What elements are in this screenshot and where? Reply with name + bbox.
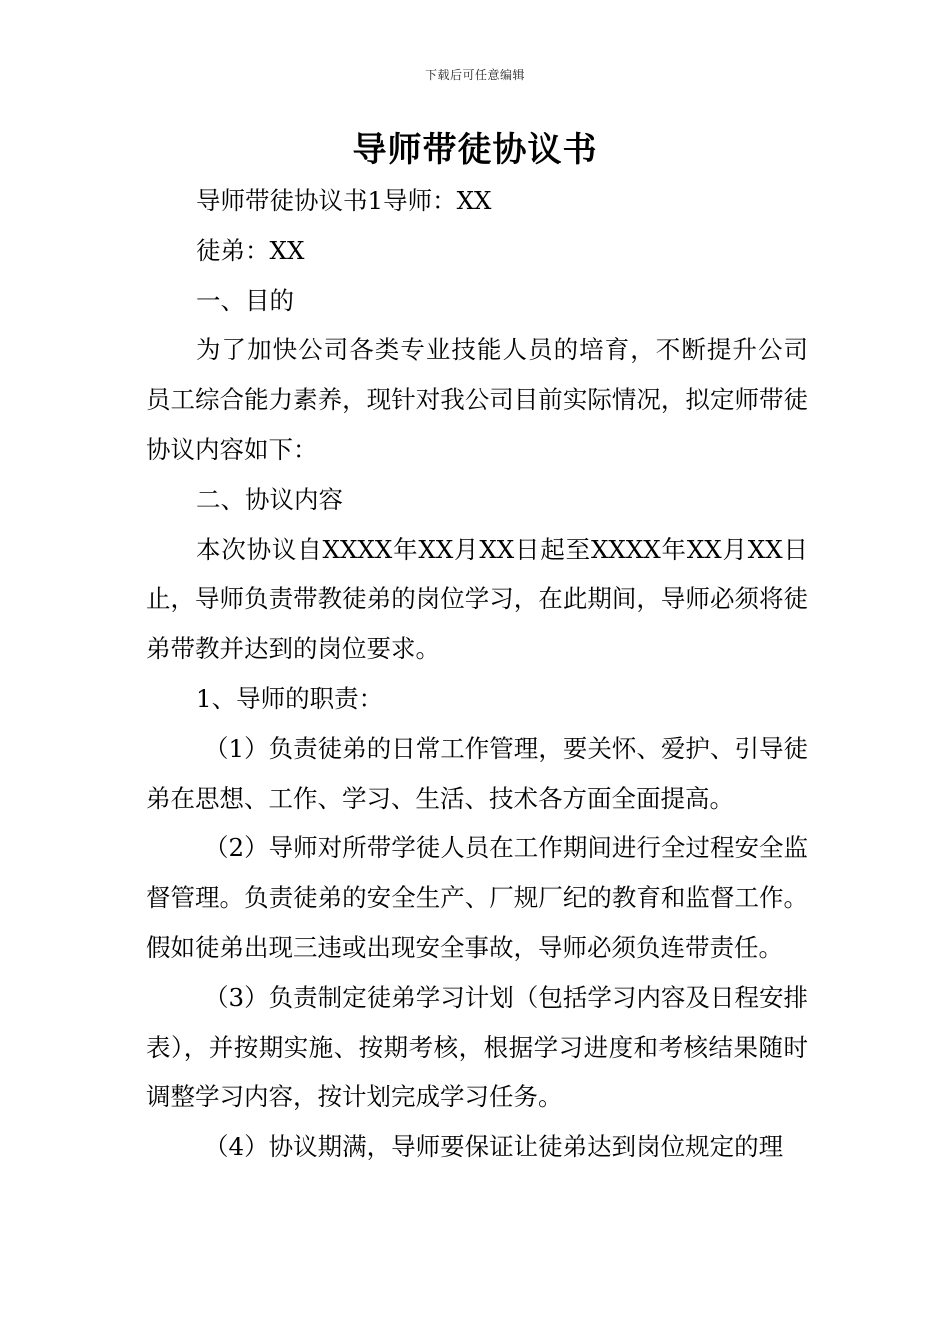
list-item-duty-1: （1）负责徒弟的日常工作管理，要关怀、爱护、引导徒弟在思想、工作、学习、生活、技术各方面全面提高。 xyxy=(146,733,808,813)
paragraph-mentor-line: 导师带徒协议书1导师：XX xyxy=(196,186,492,215)
list-item-duty-3: （3）负责制定徒弟学习计划（包括学习内容及日程安排表），并按期实施、按期考核，根据学习进度和考核结果随时调整学习内容，按计划完成学习任务。 xyxy=(146,982,808,1112)
list-item-duty-4: （4）协议期满，导师要保证让徒弟达到岗位规定的理 xyxy=(204,1132,784,1162)
document-body xyxy=(146,176,808,1172)
paragraph-purpose: 为了加快公司各类专业技能人员的培育，不断提升公司员工综合能力素养，现针对我公司目前实际情况，拟定师带徒协议内容如下： xyxy=(146,335,808,464)
download-note: 下载后可任意编辑 xyxy=(424,68,525,82)
subsection-heading-duties: 1、导师的职责： xyxy=(196,683,384,713)
paragraph-term: 本次协议自XXXX年XX月XX日起至XXXX年XX月XX日止，导师负责带教徒弟的岗位学习，在此期间，导师必须将徒弟带教并达到的岗位要求。 xyxy=(146,534,808,664)
list-item-duty-2: （2）导师对所带学徒人员在工作期间进行全过程安全监督管理。负责徒弟的安全生产、厂规厂纪的教育和监督工作。假如徒弟出现三违或出现安全事故，导师必须负连带责任。 xyxy=(146,833,808,962)
document-title: 导师带徒协议书 xyxy=(352,130,598,170)
section-heading-purpose: 一、目的 xyxy=(196,285,294,315)
section-heading-content: 二、协议内容 xyxy=(196,484,343,514)
paragraph-apprentice-line: 徒弟：XX xyxy=(196,235,305,265)
